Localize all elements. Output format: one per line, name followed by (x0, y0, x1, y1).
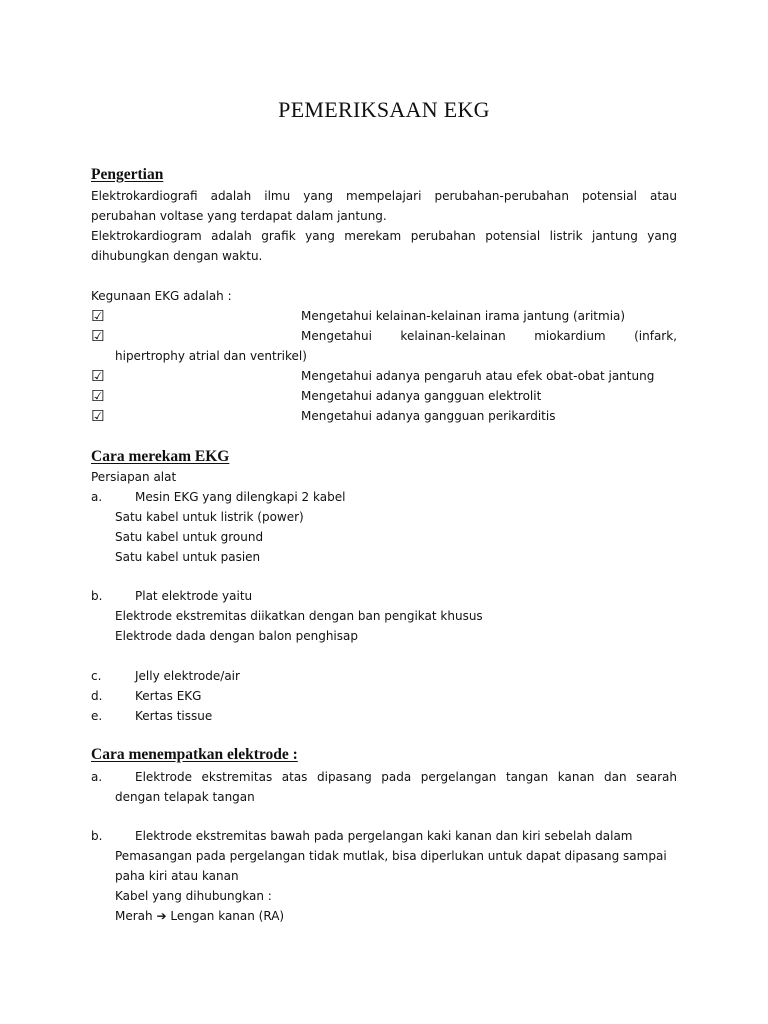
list-marker: e. (91, 709, 103, 723)
list-sub-item: Satu kabel untuk pasien (115, 550, 261, 564)
list-marker: c. (91, 669, 102, 683)
kegunaan-item-3: Mengetahui adanya pengaruh atau efek obat-obat jantung (301, 369, 655, 383)
list-item: Elektrode ekstremitas atas dipasang pada pergelangan tangan kanan dan searah (135, 770, 677, 784)
list-sub-item: Elektrode dada dengan balon penghisap (115, 629, 358, 643)
checkbox-checked-icon: ☑ (91, 407, 105, 425)
checkbox-checked-icon: ☑ (91, 327, 105, 345)
kegunaan-item-1: Mengetahui kelainan-kelainan irama jantung (aritmia) (301, 309, 626, 323)
checkbox-checked-icon: ☑ (91, 307, 105, 325)
list-sub-item: paha kiri atau kanan (115, 869, 239, 883)
list-marker: a. (91, 770, 103, 784)
kegunaan-item-5: Mengetahui adanya gangguan perikarditis (301, 409, 556, 423)
list-item: Jelly elektrode/air (135, 669, 240, 683)
list-marker: a. (91, 490, 103, 504)
list-sub-item: Elektrode ekstremitas diikatkan dengan ban pengikat khusus (115, 609, 483, 623)
kegunaan-item-2: Mengetahui kelainan-kelainan miokardium (infark, (301, 329, 677, 343)
cable-position-value: Lengan kanan (RA) (170, 909, 285, 923)
pengertian-line-4: dihubungkan dengan waktu. (91, 249, 263, 263)
list-item: Plat elektrode yaitu (135, 589, 253, 603)
list-marker: d. (91, 689, 103, 703)
pengertian-line-1: Elektrokardiografi adalah ilmu yang mempelajari perubahan-perubahan potensial atau (91, 189, 677, 203)
cable-color-label: Merah (115, 909, 153, 923)
list-sub-item: Pemasangan pada pergelangan tidak mutlak, bisa diperlukan untuk dapat dipasang sampai (115, 849, 667, 863)
list-item-continuation: dengan telapak tangan (115, 790, 255, 804)
document-page (91, 0, 677, 1024)
list-item: Mesin EKG yang dilengkapi 2 kabel (135, 490, 346, 504)
list-sub-item: Kabel yang dihubungkan : (115, 889, 272, 903)
checkbox-checked-icon: ☑ (91, 367, 105, 385)
list-marker: b. (91, 829, 103, 843)
list-item: Kertas EKG (135, 689, 202, 703)
kegunaan-item-2-continuation: hipertrophy atrial dan ventrikel) (115, 349, 307, 363)
checkbox-checked-icon: ☑ (91, 387, 105, 405)
list-sub-item: Satu kabel untuk listrik (power) (115, 510, 304, 524)
section-heading-cara-menempatkan: Cara menempatkan elektrode : (91, 746, 298, 763)
list-sub-item: Satu kabel untuk ground (115, 530, 264, 544)
list-item: Kertas tissue (135, 709, 213, 723)
kegunaan-item-4: Mengetahui adanya gangguan elektrolit (301, 389, 542, 403)
pengertian-line-3: Elektrokardiogram adalah grafik yang merekam perubahan potensial listrik jantung yang (91, 229, 677, 243)
section-heading-pengertian: Pengertian (91, 166, 164, 183)
persiapan-alat-label: Persiapan alat (91, 470, 177, 484)
list-item: Elektrode ekstremitas bawah pada pergelangan kaki kanan dan kiri sebelah dalam (135, 829, 633, 843)
arrow-right-icon: ➔ (156, 909, 167, 923)
cable-mapping-line (115, 906, 284, 926)
pengertian-line-2: perubahan voltase yang terdapat dalam jantung. (91, 209, 387, 223)
list-marker: b. (91, 589, 103, 603)
kegunaan-intro: Kegunaan EKG adalah : (91, 289, 232, 303)
page-title: PEMERIKSAAN EKG (278, 97, 490, 122)
section-heading-cara-merekam: Cara merekam EKG (91, 448, 230, 465)
